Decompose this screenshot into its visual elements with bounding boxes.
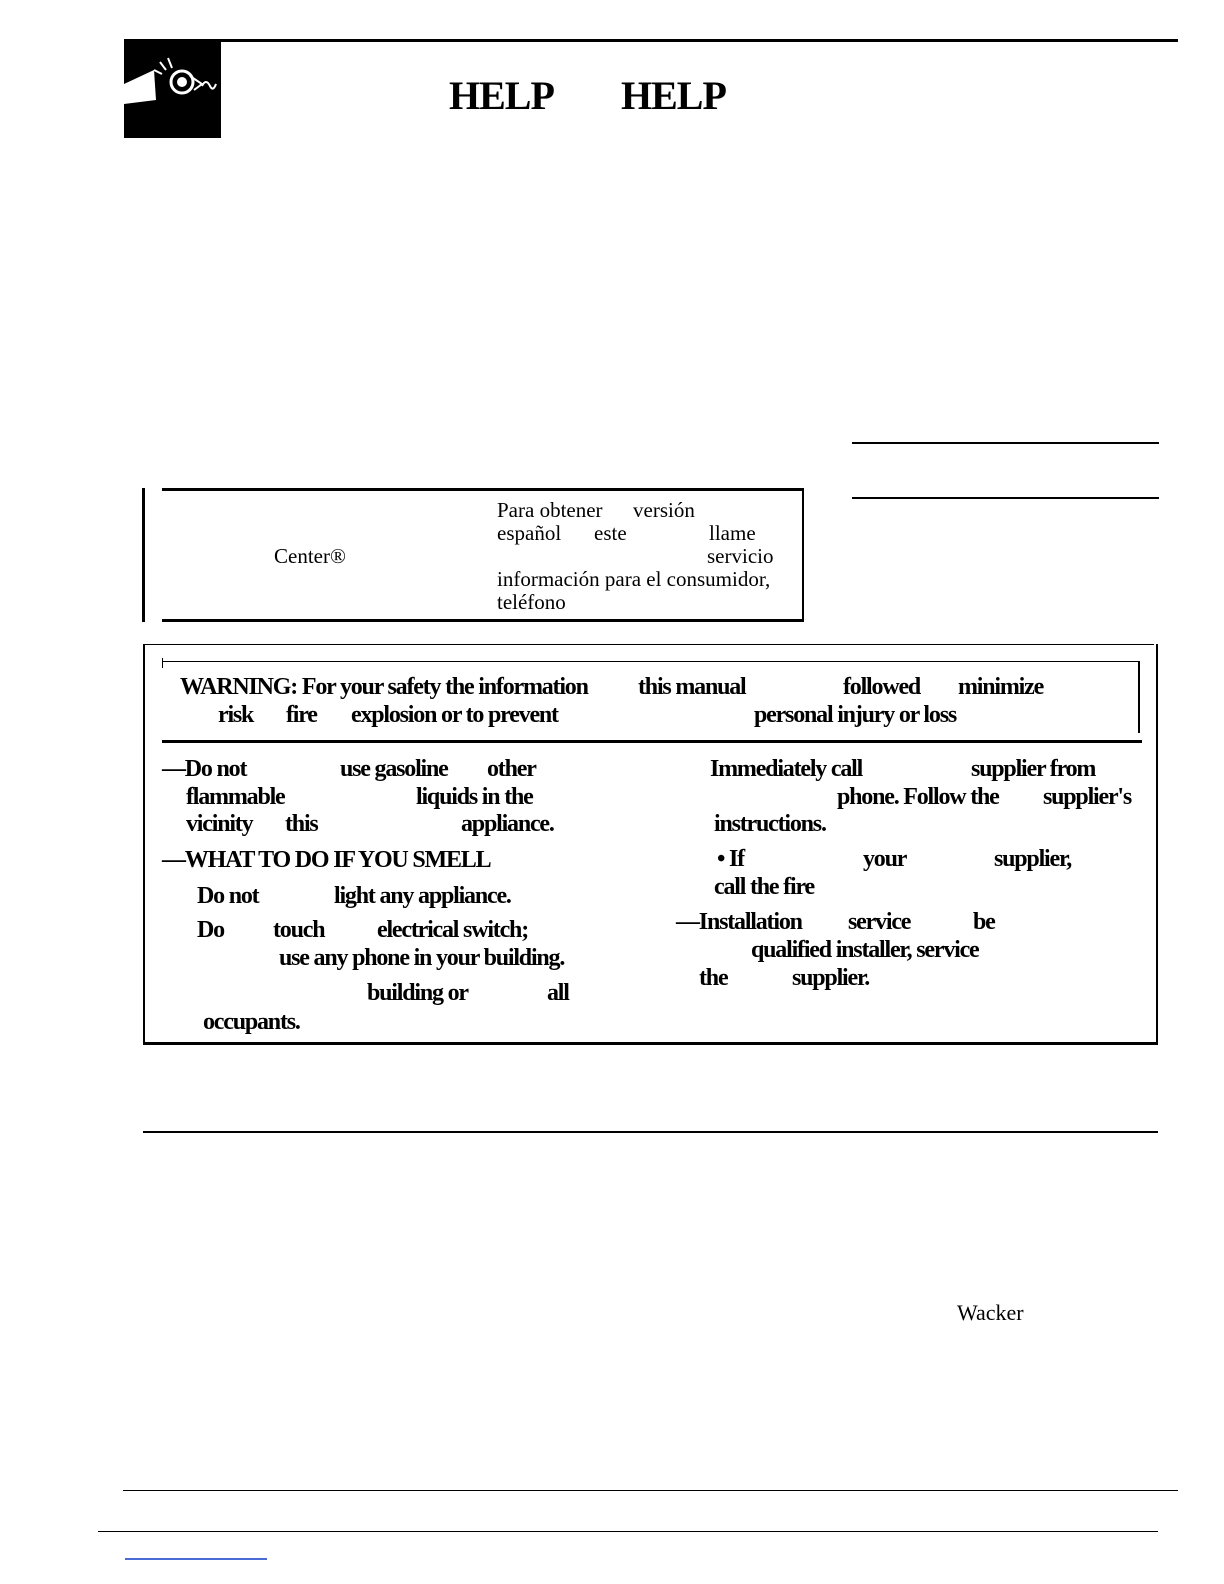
warning-line2-b: fire [286, 702, 317, 728]
warn-right-4c: supplier, [994, 846, 1072, 872]
header-rule [124, 39, 1178, 42]
warn-left-8b: all [547, 980, 569, 1006]
spanish-line-2a: español [497, 521, 562, 545]
gas-burner-icon [124, 40, 221, 138]
spanish-line-4: información para el consumidor, [497, 567, 771, 591]
warning-line1-b: this manual [638, 674, 746, 700]
warn-left-3b: this [285, 811, 318, 837]
warning-outer-bottom [143, 1042, 1158, 1045]
blank-line-1 [852, 442, 1159, 444]
warn-left-2a: flammable [186, 784, 285, 810]
spanish-line-5: teléfono [497, 590, 566, 614]
warn-left-6a: Do [197, 917, 224, 943]
warn-left-6b: touch [273, 917, 325, 943]
warning-line2-d: personal injury or loss [754, 702, 956, 728]
warn-left-7: use any phone in your building. [279, 945, 565, 971]
warn-left-1b: use gasoline [340, 756, 448, 782]
warning-line1-c: followed [843, 674, 921, 700]
warn-right-6b: service [848, 909, 911, 935]
warn-left-4: —WHAT TO DO IF YOU SMELL [162, 847, 491, 873]
warn-right-2a: phone. Follow the [837, 784, 999, 810]
warn-right-8a: the [699, 965, 728, 991]
warn-right-8b: supplier. [792, 965, 870, 991]
spanish-box-right [802, 488, 804, 622]
warn-right-7: qualified installer, service [751, 937, 979, 963]
warn-left-5b: light any appliance. [334, 883, 511, 909]
spanish-box-top [162, 488, 804, 491]
warning-line2-a: risk [218, 702, 254, 728]
spanish-line-1a: Para obtener [497, 498, 603, 522]
spanish-box-bottom [162, 619, 804, 622]
section-divider [143, 1131, 1158, 1133]
warn-left-3a: vicinity [186, 811, 253, 837]
warning-line2-c: explosion or to prevent [351, 702, 558, 728]
warning-inner-right [1138, 661, 1140, 733]
warn-right-4b: your [863, 846, 907, 872]
spanish-box-left-bar [142, 488, 145, 622]
warn-right-5: call the fire [714, 874, 814, 900]
warn-right-1a: Immediately call [710, 756, 863, 782]
warning-outer-left [143, 644, 145, 1045]
warn-left-5a: Do not [197, 883, 259, 909]
warn-right-6c: be [973, 909, 995, 935]
wacker-text: Wacker [957, 1300, 1024, 1325]
spanish-line-2c: llame [709, 521, 756, 545]
warn-left-6c: electrical switch; [377, 917, 528, 943]
warn-left-8a: building or [367, 980, 468, 1006]
blank-line-2 [852, 497, 1159, 499]
spanish-line-1b: versión [633, 498, 695, 522]
warning-inner-top [162, 661, 1140, 662]
warn-left-2b: liquids in the [416, 784, 533, 810]
warn-right-1b: supplier from [971, 756, 1096, 782]
title-word-help-2: HELP [621, 73, 726, 118]
footer-rule-1 [123, 1490, 1178, 1491]
warn-right-3: instructions. [714, 811, 826, 837]
warn-left-1c: other [487, 756, 536, 782]
warning-line1-a: WARNING: For your safety the information [180, 674, 588, 700]
footer-link-underline [125, 1558, 267, 1560]
warn-right-2b: supplier's [1043, 784, 1132, 810]
warn-left-3c: appliance. [461, 811, 554, 837]
spanish-line-3: servicio [707, 544, 774, 568]
spanish-line-2b: este [594, 521, 627, 545]
warn-right-4a: • If [717, 846, 744, 872]
warn-left-9: occupants. [203, 1009, 300, 1035]
warning-inner-tick [162, 658, 163, 668]
warn-left-1a: —Do not [162, 756, 247, 782]
warn-right-6a: —Installation [676, 909, 802, 935]
warning-outer-right [1156, 644, 1158, 1045]
warning-outer-top [143, 644, 1154, 645]
center-text: Center® [274, 544, 346, 568]
warning-header-divider [162, 740, 1142, 743]
title-word-help-1: HELP [449, 73, 554, 118]
footer-rule-2 [98, 1531, 1158, 1532]
warning-line1-d: minimize [958, 674, 1044, 700]
